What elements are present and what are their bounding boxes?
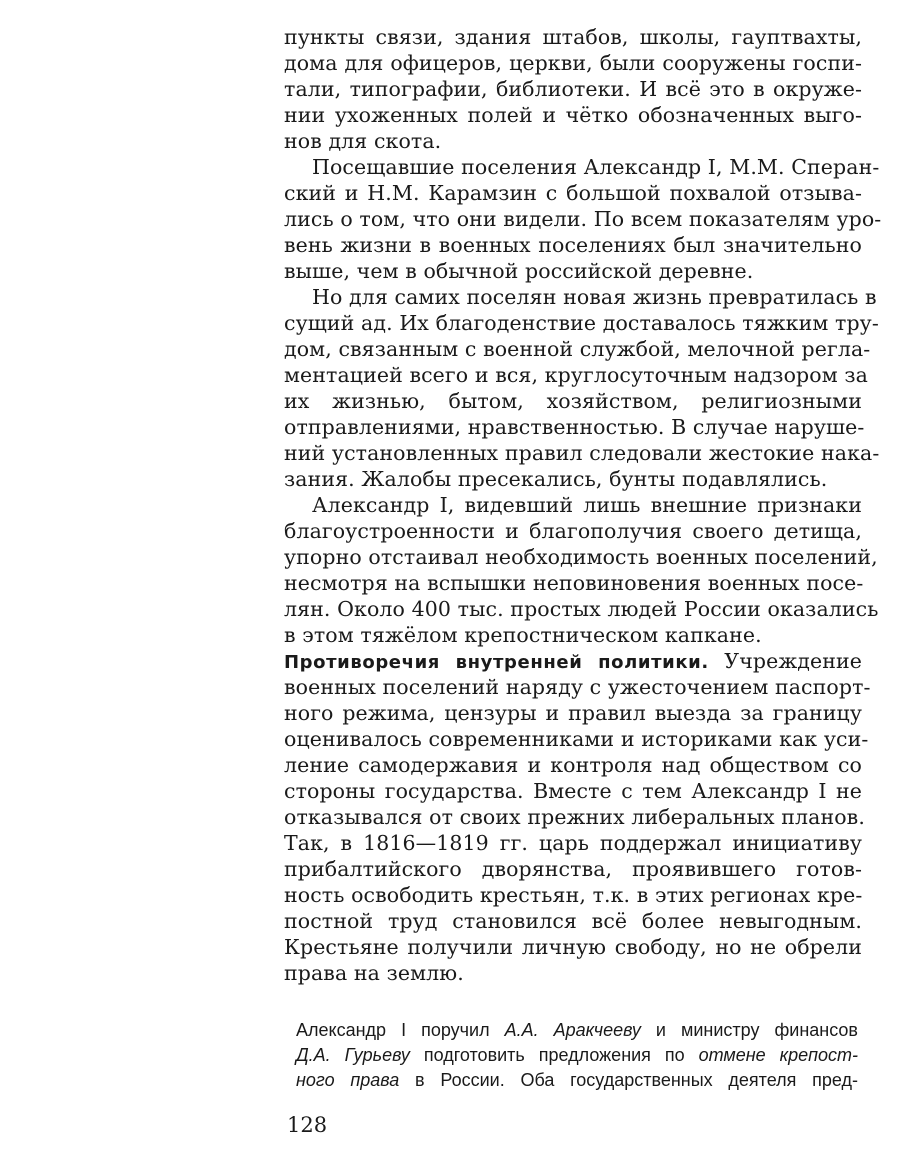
note-line	[296, 1043, 858, 1068]
text-line: дома для офицеров, церкви, были сооружены госпи-	[284, 51, 862, 75]
text-line: вень жизни в военных поселениях был значительно	[284, 233, 862, 257]
text-line: ский и Н.М. Карамзин с большой похвалой отзыва-	[284, 181, 862, 205]
text-line: ментацией всего и вся, круглосуточным надзором за	[284, 363, 868, 387]
note-text: Александр I поручил	[296, 1020, 505, 1040]
text-line: благоустроенности и благополучия своего детища,	[284, 519, 862, 543]
text-line: Посещавшие поселения Александр I, М.М. Сперан-	[312, 155, 880, 179]
text-line: ний установленных правил следовали жестокие нака-	[284, 441, 880, 465]
section-first-line-rest: Учреждение	[708, 649, 862, 673]
paragraph-continuation	[284, 24, 862, 154]
note-text: подготовить предложения по	[409, 1045, 699, 1065]
section-first-line	[284, 648, 862, 674]
section-heading: Противоречия внутренней политики.	[284, 652, 709, 673]
text-line: их жизнью, бытом, хозяйством, религиозными	[284, 389, 862, 413]
main-text-column	[284, 24, 882, 986]
paragraph-alexander	[284, 492, 879, 648]
note-italic-term: ного права	[296, 1070, 400, 1090]
text-line: лян. Около 400 тыс. простых людей России оказались	[284, 597, 879, 621]
text-line: стороны государства. Вместе с тем Александр I не	[284, 779, 862, 803]
text-line: отправлениями, нравственностью. В случае наруше-	[284, 415, 865, 439]
text-line: сущий ад. Их благоденствие доставалось тяжким тру-	[284, 311, 879, 335]
text-line: тали, типографии, библиотеки. И всё это в окруже-	[284, 77, 862, 101]
text-line: ление самодержавия и контроля над обществом со	[284, 753, 862, 777]
note-line	[296, 1068, 858, 1093]
text-line: Но для самих поселян новая жизнь превратилась в	[312, 285, 877, 309]
text-line: Так, в 1816—1819 гг. царь поддержал инициативу	[284, 831, 862, 855]
text-line: ность освободить крестьян, т.к. в этих регионах кре-	[284, 883, 863, 907]
text-line: оценивалось современниками и историками как уси-	[284, 727, 869, 751]
text-line: права на землю.	[284, 961, 464, 985]
paragraph-settlers-life	[284, 284, 880, 492]
text-line: нии ухоженных полей и чётко обозначенных выго-	[284, 103, 862, 127]
text-line: выше, чем в обычной российской деревне.	[284, 259, 754, 283]
section-contradictions	[284, 648, 871, 986]
text-line: несмотря на вспышки неповиновения военных посе-	[284, 571, 864, 595]
text-line: ного режима, цензуры и правил выезда за границу	[284, 701, 862, 725]
text-line: упорно отстаивал необходимость военных поселений,	[284, 545, 878, 569]
text-line: прибалтийского дворянства, проявившего готов-	[284, 857, 862, 881]
text-line: Александр I, видевший лишь внешние признаки	[312, 493, 862, 517]
note-italic-name: Д.А. Гурьеву	[296, 1045, 410, 1065]
text-line: нов для скота.	[284, 129, 442, 153]
side-note	[296, 1018, 858, 1093]
text-line: лись о том, что они видели. По всем показателям уро-	[284, 207, 882, 231]
text-line: в этом тяжёлом крепостническом капкане.	[284, 623, 762, 647]
note-line	[296, 1018, 858, 1043]
text-line: постной труд становился всё более невыгодным.	[284, 909, 862, 933]
note-text: и министру финансов	[640, 1020, 858, 1040]
note-italic-term: отмене крепост-	[698, 1045, 859, 1065]
note-text: в России. Оба государственных деятеля пред-	[399, 1070, 858, 1090]
text-line: Крестьяне получили личную свободу, но не обрели	[284, 935, 862, 959]
text-line: военных поселений наряду с ужесточением паспорт-	[284, 675, 871, 699]
note-italic-name: А.А. Аракчееву	[504, 1020, 641, 1040]
text-line: зания. Жалобы пресекались, бунты подавлялись.	[284, 467, 828, 491]
page-number: 128	[287, 1113, 328, 1137]
paragraph-visitors	[284, 154, 882, 284]
text-line: отказывался от своих прежних либеральных планов.	[284, 805, 865, 829]
text-line: пункты связи, здания штабов, школы, гауптвахты,	[284, 25, 862, 49]
text-line: дом, связанным с военной службой, мелочной регла-	[284, 337, 871, 361]
